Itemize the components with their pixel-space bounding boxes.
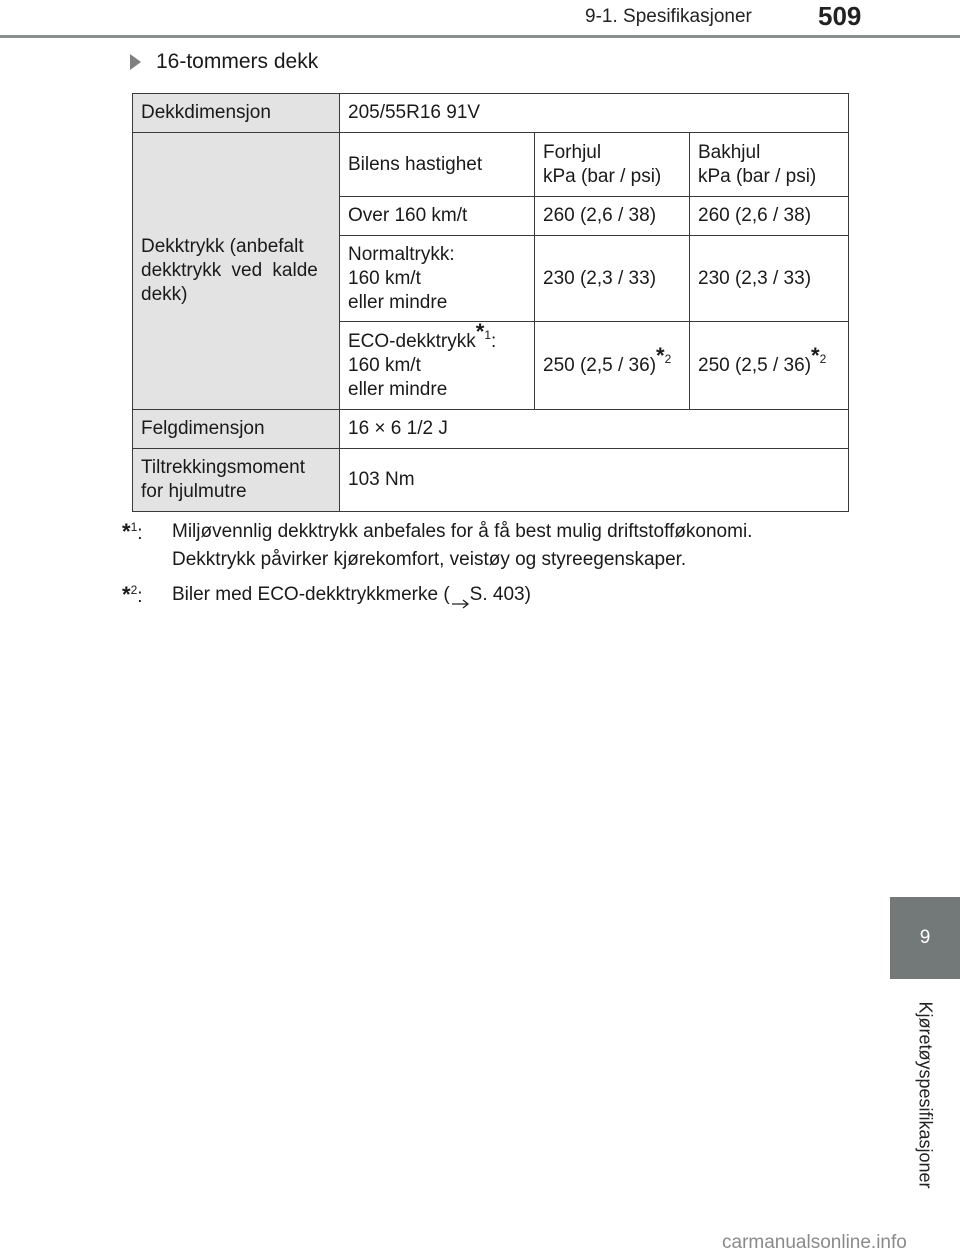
footnote-1-line-1: Miljøvennlig dekktrykk anbefales for å få best mulig driftstofføkonomi. <box>172 521 753 542</box>
section-heading-text: 16-tommers dekk <box>156 50 319 73</box>
row-over-front: 260 (2,6 / 38) <box>535 197 690 236</box>
triangle-bullet-icon <box>130 54 141 70</box>
rim-size-value: 16 × 6 1/2 J <box>340 410 849 449</box>
chapter-tab[interactable]: 9 <box>890 897 960 979</box>
footnote-1: *$^1$: Miljøvennlig dekktrykk anbefales for å få best mulig driftstofføkonomi. Dekktrykk påvirker kjørekomfort, veistøy og styreegenskaper. <box>122 518 840 574</box>
table-row <box>133 449 849 512</box>
table-row <box>133 133 849 197</box>
rim-size-label: Felgdimensjon <box>133 410 340 449</box>
row-normal-rear: 230 (2,3 / 33) <box>690 236 849 322</box>
col-header-speed: Bilens hastighet <box>340 133 535 197</box>
row-over-rear: 260 (2,6 / 38) <box>690 197 849 236</box>
arrow-right-icon <box>452 590 470 600</box>
col-header-rear: Bakhjul kPa (bar / psi) <box>690 133 849 197</box>
torque-label: Tiltrekkingsmoment for hjulmutre <box>133 449 340 512</box>
watermark: carmanualsonline.info <box>722 1232 907 1253</box>
tire-size-value: 205/55R16 91V <box>340 94 849 133</box>
row-over-label: Over 160 km/t <box>340 197 535 236</box>
header-rule <box>0 35 960 38</box>
header-section-title: 9-1. Spesifikasjoner <box>585 6 752 27</box>
table-row <box>133 94 849 133</box>
row-eco-label: ECO-dekktrykk$^{*1}$: 160 km/t eller mindre <box>340 322 535 410</box>
row-eco-front: 250 (2,5 / 36)$^{*2}$ <box>535 322 690 410</box>
torque-value: 103 Nm <box>340 449 849 512</box>
page-reference-link[interactable]: S. 403) <box>469 584 531 605</box>
table-row <box>133 410 849 449</box>
row-normal-label: Normaltrykk: 160 km/t eller mindre <box>340 236 535 322</box>
footnote-2-text: Biler med ECO-dekktrykkmerke ( <box>172 584 450 605</box>
col-header-front: Forhjul kPa (bar / psi) <box>535 133 690 197</box>
pressure-label: Dekktrykk (anbefalt dekktrykk ved kalde dekk) <box>133 133 340 410</box>
tire-size-label: Dekkdimensjon <box>133 94 340 133</box>
footnote-2: *$^2$: Biler med ECO-dekktrykkmerke ( S. 403) <box>122 582 531 607</box>
row-normal-front: 230 (2,3 / 33) <box>535 236 690 322</box>
section-heading <box>130 50 318 74</box>
footnote-1-line-2: Dekktrykk påvirker kjørekomfort, veistøy og styreegenskaper. <box>172 549 687 570</box>
tire-spec-table <box>132 93 849 512</box>
chapter-title-vertical: Kjøretøyspesifikasjoner <box>915 1001 936 1189</box>
page-number: 509 <box>818 1 862 31</box>
row-eco-rear: 250 (2,5 / 36)$^{*2}$ <box>690 322 849 410</box>
